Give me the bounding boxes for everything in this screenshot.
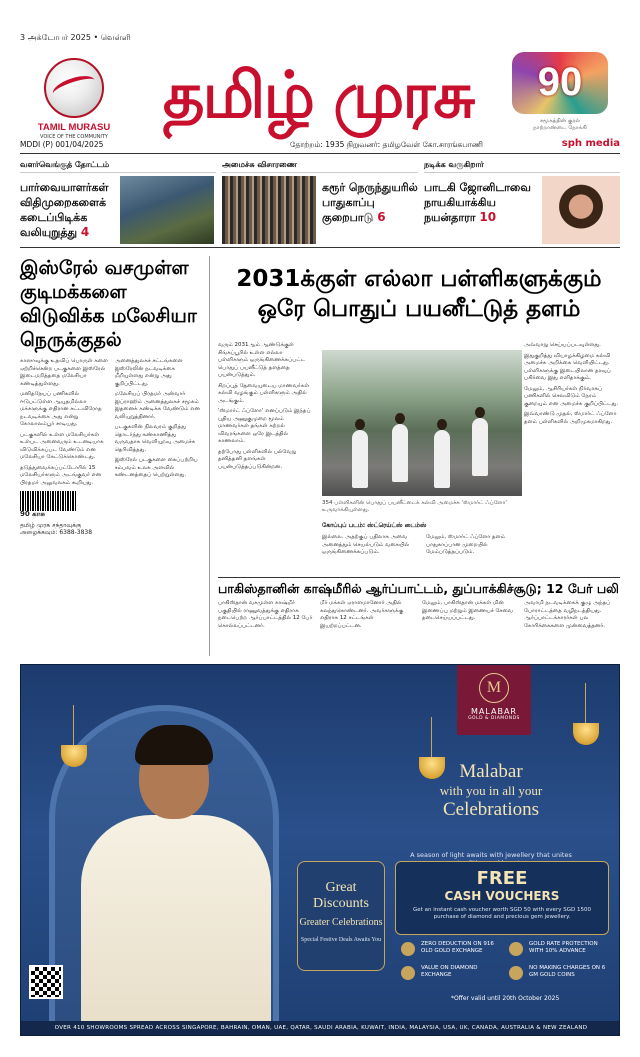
student-figure (352, 430, 368, 488)
left-story-headline[interactable]: இஸ்ரேல் வசமுள்ள குடிமக்களை விடுவிக்க மலேசியா நெருக்குதல் (20, 257, 197, 351)
teaser-1[interactable] (20, 160, 216, 246)
info-bar (20, 138, 620, 154)
teaser-headline (424, 180, 534, 225)
teaser-2[interactable] (222, 160, 418, 246)
teaser-3[interactable] (424, 160, 620, 246)
ad-title-line3: Celebrations (442, 799, 540, 820)
pak-column-2: மீர் மக்கள் ஏராளமானோர் அதில் கலந்துகொண்டனர். அவர்களுக்கு எதிராக 12 சட்டங்கள் இயற்றப்பட்டன. (320, 600, 404, 629)
teaser-photo (542, 176, 620, 244)
discount-box (297, 861, 385, 971)
teaser-photo (222, 176, 316, 244)
pakistan-story-headline[interactable]: பாகிஸ்தானின் காஷ்மீரில் ஆர்ப்பாட்டம், துப்பாக்கிச்சூடு; 12 பேர் பலி (218, 581, 619, 596)
paragraph: இஸ்ரேல் படகுகளை கைப்பற்றிய சம்பவம் உலக அளவில் கண்டனத்தைப் பெற்றுள்ளது. (114, 457, 198, 478)
teaser-headline (322, 180, 418, 225)
left-story-column-1 (20, 358, 109, 537)
pakistan-story (218, 577, 620, 674)
teaser-headline (20, 180, 116, 240)
teaser-page-number: 6 (377, 210, 386, 224)
anniversary-number: 90 (537, 60, 583, 104)
left-story (20, 256, 210, 656)
pak-column-1: பாகிஸ்தான் வசமுள்ள காஷ்மீர் பகுதியில் ராணுவத்துக்கு எதிராக நடைபெற்ற ஆர்ப்பாட்டத்தில் 12 பேர் கொல்லப்பட்டனர். (218, 600, 313, 629)
student-figure (434, 430, 450, 488)
student-figure (472, 418, 488, 476)
price: 90 காசு (20, 510, 45, 518)
malabar-advertisement[interactable] (20, 664, 620, 1036)
teaser-label: நடிக்க வருகிறார் (424, 160, 620, 173)
photo-credit: கோப்புப் படம்: ஸ்ட்ரெய்ட்ஸ் டைம்ஸ் (322, 522, 427, 529)
logo-name: TAMIL MURASU (37, 122, 111, 133)
student-figure (392, 424, 408, 482)
ad-title (361, 761, 620, 821)
mddi-number: MDDI (P) 001/04/2025 (20, 140, 104, 149)
teaser-label: வளர்வெங்குத் தோட்டம் (20, 160, 216, 173)
malabar-logo (457, 665, 531, 735)
paragraph: தடுத்துவைக்கப்பட்டோரில் 15 மலேசியர்களும் அடங்குவர் என பிரதமர் அலுவலகம் கூறியது. (20, 464, 102, 486)
offer-validity: *Offer valid until 20th October 2025 (451, 995, 560, 1002)
founded-info: தோற்றம்: 1935 நிறுவனர்: தமிழவேள் கோ.சாரங்கபாணி (290, 140, 483, 149)
anniversary-caption-line1: சமூகத்தின் குரல் (539, 118, 581, 124)
pak-column-3: மேலும், பாகிஸ்தான் மக்கள் மின் இணைப்பு மற்றும் இணையச் சேவை தடைசெய்யப்பட்டது. (422, 600, 513, 621)
free-label: FREE (476, 868, 528, 889)
discount-line2: Greater Celebrations (299, 917, 383, 928)
feature-diamond-value: VALUE ON DIAMOND EXCHANGE (401, 965, 505, 983)
masthead-title: தமிழ் முரசு (162, 59, 474, 133)
ad-title-line2: with you in all your (439, 783, 543, 798)
paragraph: மனிதநேயப் பணிகளில் ஈடுபட்டுள்ள ஆயுதமில்லா மக்களுக்கு எதிரான சட்டவிரோத நடவடிக்கை அது என்று கோலாலம்பூர் சாடியது. (20, 391, 102, 427)
cash-voucher-label: CASH VOUCHERS (444, 889, 560, 903)
discount-line1: Great Discounts (313, 880, 369, 911)
discount-line3: Special Festive Deals Awaits You (300, 937, 382, 943)
main-story-headline[interactable] (218, 264, 620, 324)
ad-title-line1: Malabar (459, 761, 523, 782)
hanging-lamp-icon (573, 723, 599, 745)
teaser-label: அமைச்சு விசாரணை (222, 160, 418, 173)
anniversary-badge (512, 52, 608, 131)
date-line: 3 அக்டோபர் 2025 • வெள்ளி (20, 33, 131, 42)
headline-line-2: ஒரே பொதுப் பயனீட்டுத் தளம் (257, 296, 581, 322)
pak-column-4: அவாமி நடவடிக்கைக் குழு அந்தப் போராட்டத்தை வழிநடத்தியது. ஆர்ப்பாட்டக்காரர்கள் பல கோரிக்கைகளை முன்வைத்தனர். (524, 600, 611, 629)
ad-tagline: A season of light awaits with jewellery that unites (410, 851, 572, 859)
paragraph: வரும் 2031ஆம் ஆண்டுக்குள் சிங்கப்பூரில் உள்ள எல்லா பள்ளிகளும் ஒருங்கிணைக்கப்பட்ட பொதுப் பயனீட்டுத் தளத்தை பயன்படுத்தும். (218, 342, 306, 378)
ad-footer: OVER 410 SHOWROOMS SPREAD ACROSS SINGAPORE, BAHRAIN, OMAN, UAE, QATAR, SAUDI ARABIA, KUWAIT, INDIA, MALAYSIA, USA, UK, CANADA, AUSTRALIA & NEW ZEALAND (21, 1021, 620, 1035)
paragraph: இல்லை. அதற்குப் பதிலாக அவை அனைத்தும் செயல்படும் வகையில் ஒருங்கிணைக்கப்படும். (322, 534, 410, 555)
cash-voucher-box (395, 861, 609, 935)
malabar-m-icon: M (479, 673, 509, 703)
feature-zero-deduction: ZERO DEDUCTION ON 916 OLD GOLD EXCHANGE (401, 941, 505, 959)
paragraph: அவ்வாறு செய்யப்படவுள்ளது. (524, 342, 601, 348)
cash-voucher-detail: Get an instant cash voucher worth SGD 50 with every SGD 1500 purchase of diamond and precious gem jewellery. (413, 907, 591, 920)
teaser-strip (20, 160, 620, 248)
qr-code[interactable] (29, 965, 63, 999)
paragraph: படகுகளின் நிலவரம் குறித்து தொடர்ந்து கண்காணித்து வருவதாக வெளியுறவு அமைச்சு தெரிவித்தது. (114, 424, 196, 453)
paragraph: காஸாவுக்கு உதவிப் பொருள் களை ஏற்றிச்சென்ற படகுகளை இஸ்ரேல் இடைமறித்ததை மலேசியா கண்டித்துள்ளது. (20, 358, 108, 387)
paragraph: மலேசியப் பிரதமர் அன்வார் இப்ராஹிம் அனைத்துலகச் சமூகம் இதனைக் கண்டிக்க வேண்டும் என வலியுறுத்தினார். (114, 391, 200, 420)
feature-no-making: NO MAKING CHARGES ON 6 GM GOLD COINS (509, 965, 613, 983)
pakistan-story-body (218, 600, 620, 674)
tamil-murasu-logo[interactable] (28, 58, 120, 148)
subscription-info: தமிழ் முரசு சந்தாவுக்கு அழைக்கவும்: 6388-3838 (20, 521, 93, 536)
publisher-logo[interactable]: sph media (561, 138, 620, 149)
paragraph: இவ்வாண்டு முதல், ஸ்மார்ட் ஃப்ளோ தளம் பள்ளிகளில் அறிமுகமாகிறது. (524, 411, 617, 425)
brand-sub: GOLD & DIAMONDS (468, 716, 520, 721)
paragraph: இதுகுறித்து வியாழக்கிழமை கல்வி அமைச்சு அறிக்கை வெளியிட்டது. பள்ளிகளுக்கு இடையிலான தரவுப் பகிர்வை இது எளிதாக்கும். (524, 352, 611, 381)
left-story-column-2 (115, 358, 204, 537)
paragraph: சிறப்புத் தேவையுடைய மாணவர்கள் கல்வி வழங்கும் பள்ளிகளும் அதில் அடங்கும். (218, 382, 310, 404)
anniversary-caption-line2: நாற்றாண்டை நோக்கி (533, 125, 587, 131)
barcode (20, 491, 76, 511)
teaser-photo (120, 176, 214, 244)
paragraph: தற்போது பள்ளிகளில் பல்வேறு தனித்தனி தளங்கள் பயன்படுத்தப்படுகின்றன. (218, 448, 297, 470)
paragraph: மேலும், ஆசிரியர்கள் நிர்வாகப் பணிகளில் செலவிடும் நேரம் குறையும் என அமைச்சு குறிப்பிட்டது. (524, 385, 619, 407)
brand-name: MALABAR (470, 707, 517, 716)
teaser-headline-text: பார்வையாளர்கள் விதிமுறைகளைக் கடைப்பிடிக்க வலியுறுத்து (20, 181, 109, 239)
paragraph: 'ஸ்மார்ட் ஃப்ளோ' எனப்படும் இந்தப் புதிய அணுகுமுறை மூலம் மாணவர்கள் தங்கள் கற்றல் விவரங்களை ஒரே இடத்தில் காணலாம். (218, 408, 311, 444)
teaser-page-number: 4 (80, 225, 90, 239)
paragraph: மேலும், ஸ்மார்ட் ஃப்ளோ தளம் பாதுகாப்பான முறையில் மேம்படுத்தப்படும். (426, 534, 505, 555)
main-story (218, 264, 620, 555)
school-students-photo[interactable] (322, 350, 522, 496)
paragraph: அனைத்துலகச் சட்டங்களை இஸ்ரேலின் நடவடிக்கை மீறியுள்ளது என்று அது குறிப்பிட்டது. (114, 358, 183, 387)
paragraph: படகுகளில் உள்ள மலேசியர்கள் உள்பட அனைவரும் உடனடியாக விடுவிக்கப்பட வேண்டும் என மலேசியா கேட்டுக்கொண்டது. (20, 431, 104, 460)
teaser-headline-text: பாடகி ஜோனிடாவை நாயகியாக்கிய நயன்தாரா (424, 181, 531, 224)
feature-gold-rate: GOLD RATE PROTECTION WITH 10% ADVANCE (509, 941, 613, 959)
teaser-headline-text: கரூர் நெருந்துயரில் பாதுகாப்பு குறைபாடு (322, 181, 418, 224)
photo-caption: 354 பள்ளிகளின் பொதுப் பயனீட்டைக் கல்வி அமைச்சு 'ஸ்மார்ட் ஃப்ளோ' உருவாக்கியுள்ளது. (322, 500, 507, 513)
headline-line-1: 2031க்குள் எல்லா பள்ளிகளுக்கும் (236, 266, 602, 292)
anniversary-caption (512, 118, 608, 132)
teaser-page-number: 10 (479, 210, 497, 224)
logo-tagline: VOICE OF THE COMMUNITY (40, 134, 108, 140)
model-figure (81, 815, 271, 1025)
